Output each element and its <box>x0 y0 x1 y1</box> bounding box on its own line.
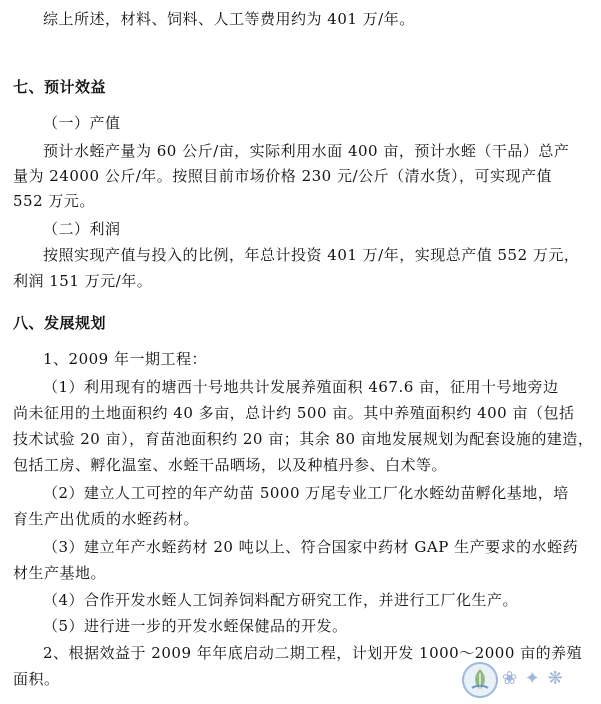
subsection-profit-title: （二）利润 <box>43 220 121 238</box>
plan-item-2-line: 育生产出优质的水蛭药材。 <box>13 510 200 528</box>
plan-item-4-line: （4）合作开发水蛭人工饲养饲料配方研究工作，并进行工厂化生产。 <box>43 591 519 609</box>
phase-2-line: 面积。 <box>13 670 60 688</box>
watermark-text: ❀ ✦ ❋ <box>502 668 564 689</box>
plan-item-5-line: （5）进行进一步的开发水蛭保健品的开发。 <box>43 617 348 635</box>
output-paragraph-line: 552 万元。 <box>13 192 95 210</box>
plan-item-1-line: 技术试验 20 亩），育苗池面积约 20 亩；其余 80 亩地发展规划为配套设施的建造， <box>13 430 594 448</box>
profit-paragraph-line: 利润 151 万元/年。 <box>13 272 153 290</box>
plan-item-1-line: 尚未征用的土地面积约 40 多亩，总计约 500 亩。其中养殖面积约 400 亩（包括 <box>13 404 575 422</box>
subsection-output-title: （一）产值 <box>43 114 121 132</box>
site-watermark <box>460 660 601 701</box>
output-paragraph-line: 预计水蛭产量为 60 公斤/亩，实际利用水面 400 亩，预计水蛭（干品）总产 <box>43 142 570 160</box>
plan-item-3-line: 材生产基地。 <box>13 564 107 582</box>
leaf-logo-icon <box>460 660 500 700</box>
output-paragraph-line: 量为 24000 公斤/年。按照目前市场价格 230 元/公斤（清水货），可实现产值 <box>13 167 553 185</box>
plan-item-3-line: （3）建立年产水蛭药材 20 吨以上、符合国家中药材 GAP 生产要求的水蛭药 <box>43 538 579 556</box>
profit-paragraph-line: 按照实现产值与投入的比例，年总计投资 401 万/年，实现总产值 552 万元， <box>43 246 580 264</box>
section-7-heading: 七、预计效益 <box>13 78 107 96</box>
section-8-heading: 八、发展规划 <box>13 314 107 332</box>
plan-item-1-line: （1）利用现有的塘西十号地共计发展养殖面积 467.6 亩，征用十号地旁边 <box>43 378 559 396</box>
phase-2-line: 2、根据效益于 2009 年年底启动二期工程，计划开发 1000～2000 亩的养殖 <box>43 644 583 662</box>
plan-item-2-line: （2）建立人工可控的年产幼苗 5000 万尾专业工厂化水蛭幼苗孵化基地，培 <box>43 484 569 502</box>
phase-1-title: 1、2009 年一期工程： <box>43 350 207 368</box>
summary-line: 综上所述，材料、饲料、人工等费用约为 401 万/年。 <box>43 10 415 28</box>
plan-item-1-line: 包括工房、孵化温室、水蛭干品晒场，以及种植丹参、白术等。 <box>13 456 448 474</box>
